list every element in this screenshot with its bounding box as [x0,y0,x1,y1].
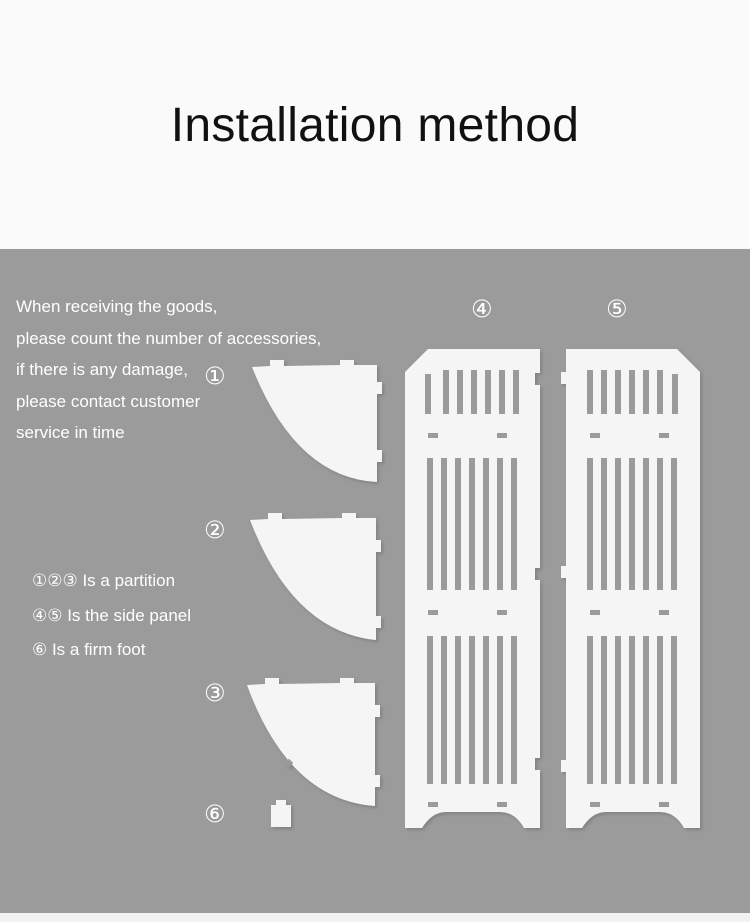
side-panel-4 [405,349,540,828]
firm-foot [271,800,291,827]
legend-firm-foot: ⑥ Is a firm foot [32,640,146,659]
legend-side-panel: ④⑤ Is the side panel [32,606,192,625]
partition-1 [252,360,382,482]
legend-partition: ①②③ Is a partition [32,571,176,590]
side-panel-5 [561,349,700,828]
notice-line-1: When receiving the goods, [16,297,218,316]
notice-line-5: service in time [16,423,125,442]
notice-line-2: please count the number of accessories, [16,329,322,348]
page-title: Installation method [170,99,580,152]
marker-1: ① [204,362,226,390]
partition-3 [247,678,380,806]
notice-line-4: please contact customer [16,392,201,411]
marker-6: ⑥ [204,800,226,828]
marker-2: ② [204,516,226,544]
notice-line-3: if there is any damage, [16,360,188,379]
marker-5: ⑤ [606,295,628,323]
partition-2 [250,513,381,640]
marker-3: ③ [204,679,226,707]
marker-4: ④ [471,295,493,323]
